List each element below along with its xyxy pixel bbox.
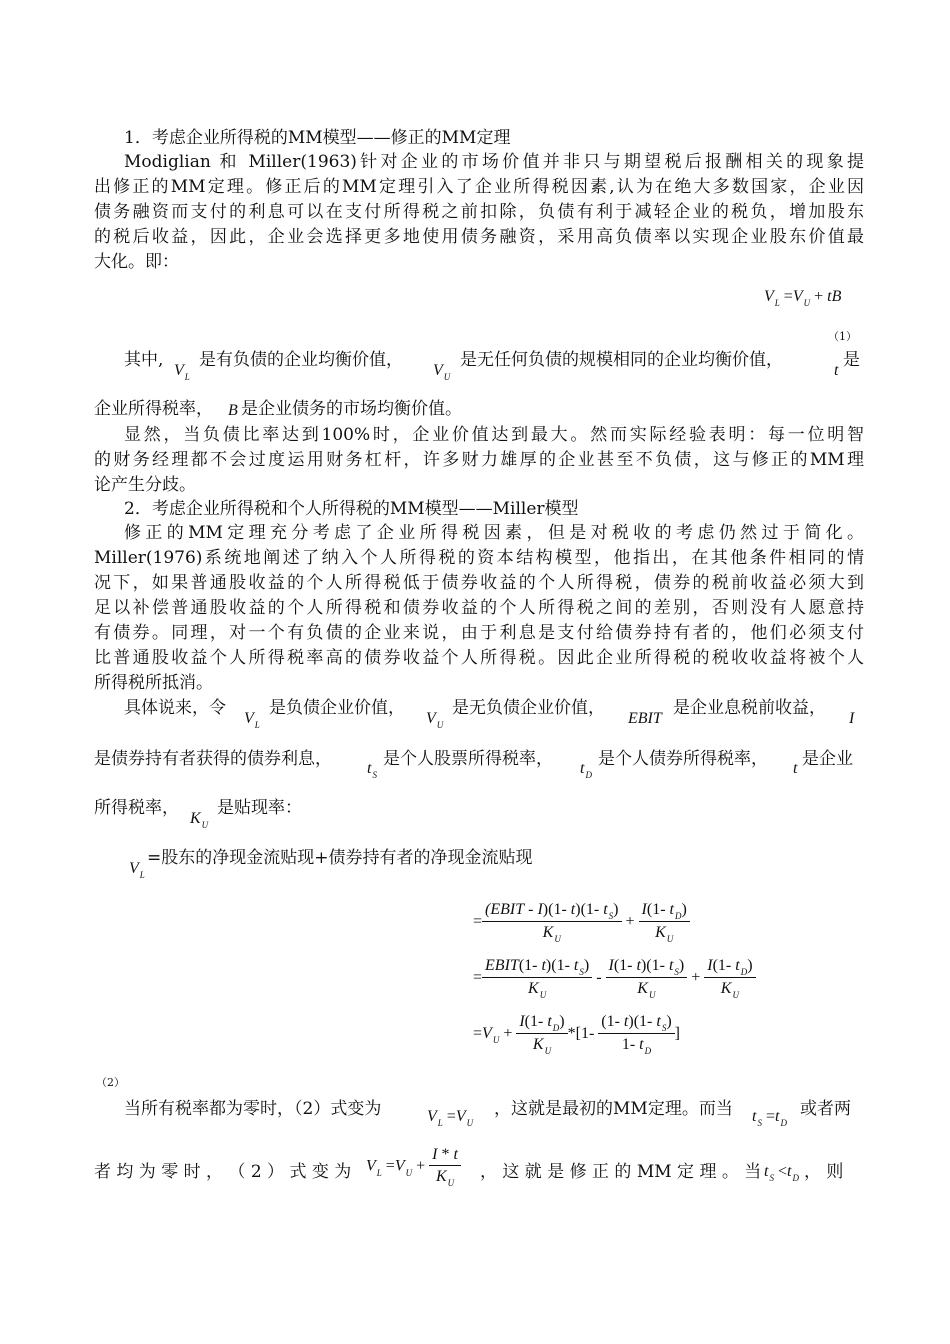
where-text: 是有负债的企业均衡价值， [199, 350, 403, 370]
where-text: 是无任何负债的规模相同的企业均衡价值， [460, 350, 783, 370]
equation-1: $V_L =V_U$ + tB [764, 288, 842, 308]
where-text: 其中, [124, 350, 164, 370]
equation-vl-eq-vu: $V_L =V_U$ [427, 1108, 474, 1128]
final-text: ，这就是最初的MM定理。而当 [494, 1099, 733, 1119]
final-text: 或者两 [800, 1099, 851, 1119]
paragraph-line: 显然，当负债比率达到100%时，企业价值达到最大。然而实际经验表明：每一位明智 [124, 425, 864, 445]
symbol-vl: $V_L$ [244, 710, 260, 730]
where-text: 是贴现率： [217, 798, 302, 818]
final-text: ， 则 [804, 1162, 844, 1182]
final-text: 当所有税率都为零时，（2）式变为 [124, 1099, 382, 1119]
equation-1-number: （1） [828, 330, 857, 343]
paragraph-line: Modiglian 和 Miller(1963)针对企业的市场价值并非只与期望税后报酬相关的现象提 [124, 152, 864, 172]
where-text: 是企业息税前收益， [673, 698, 826, 718]
symbol-vl: $V_L$ [174, 362, 190, 382]
symbol-i: I [849, 710, 855, 727]
equation-2-number: （2） [96, 1076, 125, 1089]
symbol-ts: $t_S$ [367, 760, 377, 780]
paragraph-line: 出修正的MM定理。修正后的MM定理引入了企业所得税因素,认为在绝大多数国家，企业因 [94, 177, 864, 197]
paragraph-line: 大化。即： [94, 252, 179, 272]
paragraph-line: 有债券。同理，对一个有负债的企业来说，由于利息是支付给债券持有者的，他们必须支付 [94, 623, 864, 643]
paragraph-line: Miller(1976)系统地阐述了纳入个人所得税的资本结构模型，他指出，在其他条件相同的情 [94, 548, 864, 568]
symbol-t: t [834, 362, 839, 379]
vl-definition: =股东的净现金流贴现+债券持有者的净现金流贴现 [147, 848, 533, 868]
where-text: 是债券持有者获得的债券利息， [94, 749, 332, 769]
where-text: 是企业债务的市场均衡价值。 [241, 399, 462, 419]
final-text: ， 这 就 是 修 正 的 MM 定 理 。 当 [480, 1162, 762, 1182]
where-text: 是个人债券所得税率， [598, 749, 768, 769]
paragraph-line: 债务融资而支付的利息可以在支付所得税之前扣除，负债有利于减轻企业的税负，增加股东 [94, 202, 864, 222]
where-text: 是无负债企业价值， [452, 698, 605, 718]
section-2-title: 2．考虑企业所得税和个人所得税的MM模型——Miller模型 [124, 499, 579, 519]
where-text: 是 [843, 350, 860, 370]
symbol-td: $t_D$ [580, 760, 592, 780]
where-text: 是个人股票所得税率， [383, 749, 553, 769]
equation-ts-lt-td: $t_S <t_D$ [764, 1163, 799, 1183]
equation-2-row-3: $=V_U$ + $\frac{I(1- t_D)}{K_U}$ *[1- $\frac{(1- t)(1- t_S)}{1- t_D}$ ] [473, 1013, 680, 1056]
paragraph-line: 况下，如果普通股收益的个人所得税低于债券收益的个人所得税，债券的税前收益必须大到 [94, 573, 864, 593]
equation-ts-eq-td: $t_S =t_D$ [752, 1108, 787, 1128]
equation-2-row-1: = $\frac{(EBIT - I)(1- t)(1- t_S)}{K_U}$ + $\frac{I(1- t_D)}{K_U}$ [473, 900, 690, 945]
symbol-t: t [793, 760, 798, 777]
symbol-vu: $V_U$ [433, 362, 451, 382]
paragraph-line: 比普通股收益个人所得税率高的债券收益个人所得税。因此企业所得税的税收收益将被个人 [94, 648, 864, 668]
paragraph-line: 所得税所抵消。 [94, 673, 213, 693]
paragraph-line: 的财务经理都不会过度运用财务杠杆，许多财力雄厚的企业甚至不负债，这与修正的MM理 [94, 450, 864, 470]
section-1-title: 1．考虑企业所得税的MM模型——修正的MM定理 [124, 128, 511, 148]
paragraph-line: 论产生分歧。 [94, 475, 196, 495]
paragraph-line: 修正的MM定理充分考虑了企业所得税因素，但是对税收的考虑仍然过于简化。 [124, 523, 864, 543]
where-text: 是企业 [802, 749, 853, 769]
symbol-ku: $K_U$ [190, 810, 209, 830]
equation-2-row-2: = $\frac{EBIT(1- t)(1- t_S)}{K_U}$ - $\frac{I(1- t)(1- t_S)}{K_U}$ + $\frac{I(1- t_D)}{K_U}$ [473, 956, 756, 1001]
equation-modified-mm: $V_L =V_U$ + $\frac{I * t}{K_U}$ [366, 1145, 461, 1189]
paragraph-line: 足以补偿普通股收益的个人所得税和债券收益的个人所得税之间的差别，否则没有人愿意持 [94, 598, 864, 618]
where-text: 是负债企业价值， [269, 698, 405, 718]
symbol-vu: $V_U$ [426, 710, 444, 730]
where-text: 所得税率， [94, 798, 179, 818]
paragraph-line: 的税后收益，因此，企业会选择更多地使用债务融资，采用高负债率以实现企业股东价值最 [94, 227, 864, 247]
symbol-vl: $V_L$ [129, 860, 145, 880]
symbol-ebit: EBIT [628, 710, 662, 727]
symbol-b: B [228, 402, 238, 419]
where-text: 企业所得税率， [94, 399, 213, 419]
final-text: 者 均 为 零 时 ， （ 2 ） 式 变 为 [94, 1162, 352, 1182]
where-text: 具体说来，令 [124, 698, 226, 718]
